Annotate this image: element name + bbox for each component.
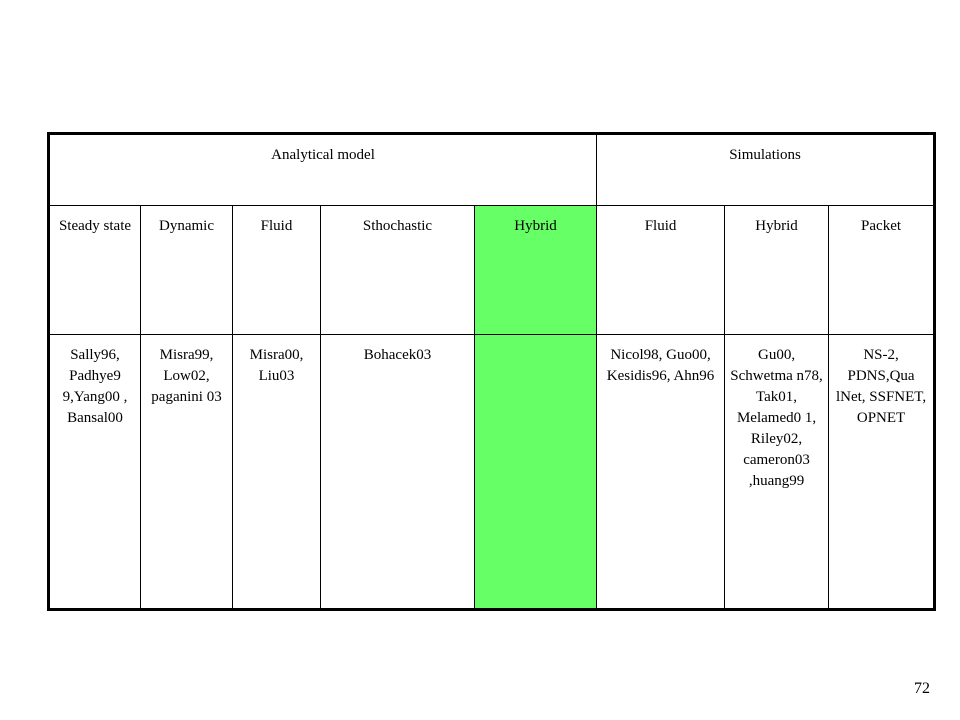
- cell-packet: NS-2, PDNS,Qua lNet, SSFNET, OPNET: [829, 335, 935, 610]
- col-sthochastic: Sthochastic: [321, 206, 475, 335]
- col-hybrid-analytical: Hybrid: [475, 206, 597, 335]
- col-steady-state: Steady state: [49, 206, 141, 335]
- col-packet: Packet: [829, 206, 935, 335]
- cell-steady-state: Sally96, Padhye9 9,Yang00 , Bansal00: [49, 335, 141, 610]
- group-simulations: Simulations: [597, 134, 935, 206]
- col-dynamic: Dynamic: [141, 206, 233, 335]
- group-header-row: [49, 134, 935, 206]
- cell-fluid-analytical: Misra00, Liu03: [233, 335, 321, 610]
- cell-hybrid-analytical: [475, 335, 597, 610]
- col-fluid-simulation: Fluid: [597, 206, 725, 335]
- cell-sthochastic: Bohacek03: [321, 335, 475, 610]
- col-hybrid-simulation: Hybrid: [725, 206, 829, 335]
- cell-fluid-simulation: Nicol98, Guo00, Kesidis96, Ahn96: [597, 335, 725, 610]
- group-analytical-model: Analytical model: [49, 134, 597, 206]
- page-number: 72: [914, 680, 930, 697]
- cell-hybrid-simulation: Gu00, Schwetma n78, Tak01, Melamed0 1, Riley02, cameron03 ,huang99: [725, 335, 829, 610]
- cell-dynamic: Misra99, Low02, paganini 03: [141, 335, 233, 610]
- references-row: [49, 335, 935, 610]
- col-fluid-analytical: Fluid: [233, 206, 321, 335]
- comparison-table: [47, 132, 936, 611]
- column-header-row: [49, 206, 935, 335]
